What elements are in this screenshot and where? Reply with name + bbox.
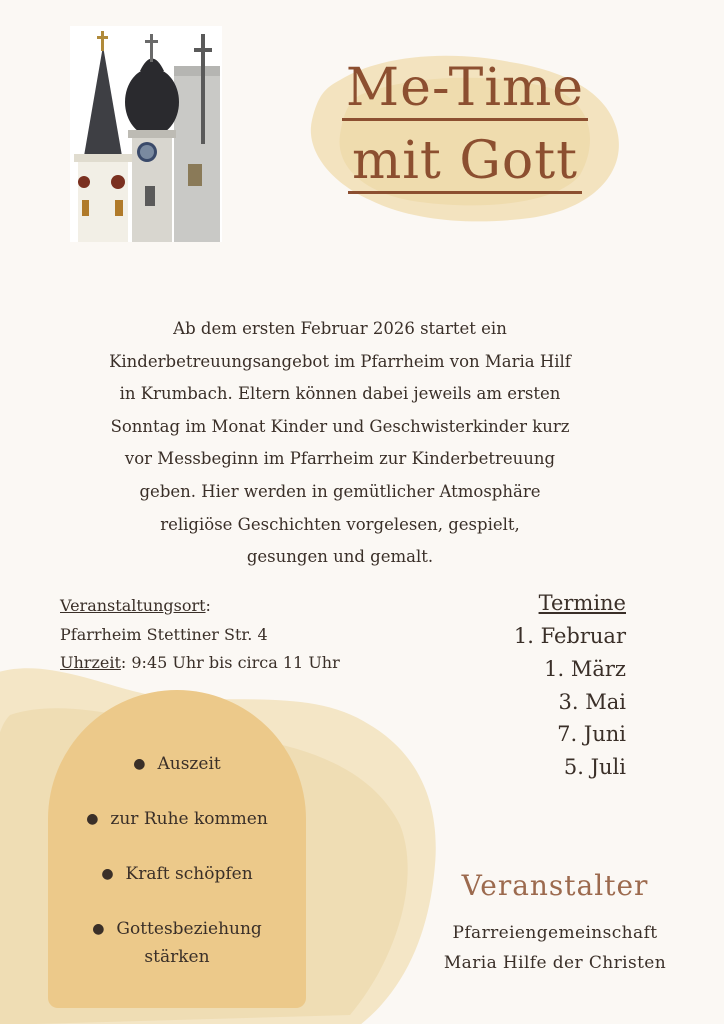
bullet-icon: ● [133,756,146,772]
bullet-icon: ● [92,921,105,937]
date-item: 5. Juli [563,755,626,780]
venue-label-colon: : [205,596,211,615]
flyer-title [300,58,630,194]
dates-heading: Termine [538,591,626,615]
benefit-label-cont: stärken [144,947,210,967]
time-row [60,649,390,678]
organizer-section [420,866,690,978]
intro-line: in Krumbach. Eltern können dabei jeweils am ersten [119,384,561,404]
venue-value: Pfarrheim Stettiner Str. 4 [60,624,268,644]
benefit-item [48,750,306,778]
intro-paragraph [80,313,600,574]
date-item: 1. Februar [513,624,626,648]
organizer-heading: Veranstalter [461,869,649,902]
date-item: 3. Mai [558,689,626,714]
benefit-label: zur Ruhe kommen [110,809,268,829]
organizer-name [420,918,690,978]
organizer-line: Maria Hilfe der Christen [443,953,667,973]
benefit-item [48,805,306,833]
intro-line: Kinderbetreuungsangebot im Pfarrheim von Maria Hilf [109,351,571,371]
intro-line: geben. Hier werden in gemütlicher Atmosphäre [139,481,541,501]
date-item: 7. Juni [557,722,626,747]
intro-line: Ab dem ersten Februar 2026 startet ein [173,319,507,338]
benefits-arch [48,690,306,1008]
intro-line: vor Messbeginn im Pfarrheim zur Kinderbetreuung [124,449,556,469]
time-label: Uhrzeit [60,653,121,672]
benefit-label: Gottesbeziehung [116,919,262,939]
title-line-2: mit Gott [348,131,582,194]
benefit-item [48,915,306,971]
benefit-label: Auszeit [157,754,221,774]
benefit-item [48,860,306,888]
benefits-list [48,750,306,971]
benefit-label: Kraft schöpfen [125,864,253,884]
time-value: : 9:45 Uhr bis circa 11 Uhr [120,653,340,672]
dates-list [426,620,626,784]
dates-section [426,588,626,784]
venue-label-row [60,592,390,621]
venue-label: Veranstaltungsort [60,596,206,615]
event-info [60,592,390,678]
bullet-icon: ● [86,811,99,827]
church-towers-image [70,26,222,242]
date-item: 1. März [544,656,626,681]
organizer-line: Pfarreiengemeinschaft [452,923,658,943]
intro-line: religiöse Geschichten vorgelesen, gespielt, [160,514,520,534]
intro-line: Sonntag im Monat Kinder und Geschwisterkinder kurz [110,416,570,436]
bullet-icon: ● [101,866,114,882]
intro-line: gesungen und gemalt. [246,547,434,567]
title-line-1: Me-Time [342,58,588,121]
